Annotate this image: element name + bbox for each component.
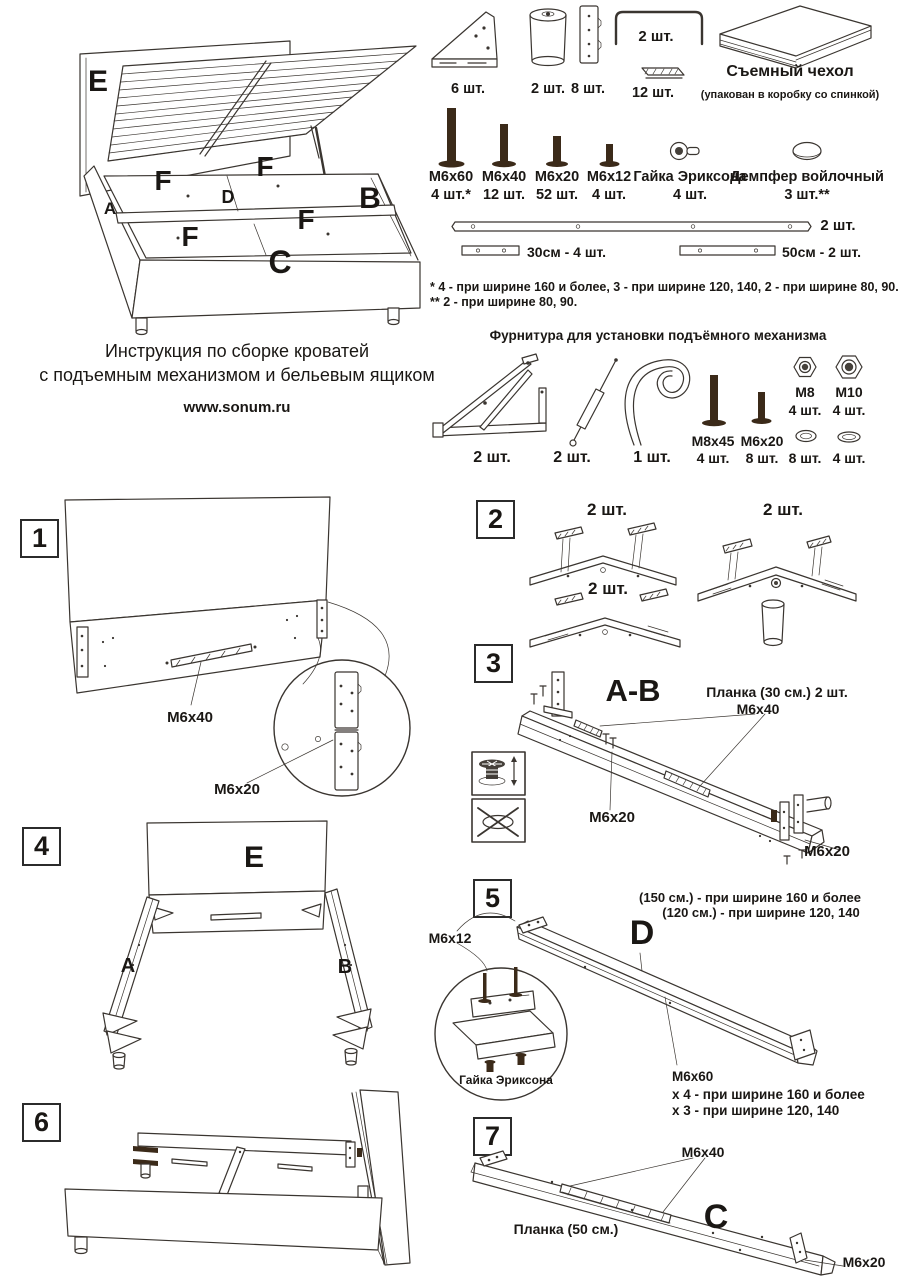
long-plank-icon: [452, 222, 811, 231]
screw-label: M6x60: [428, 169, 474, 185]
corner-bracket-icon: [432, 12, 497, 59]
nut-m10-label: M10: [835, 384, 863, 400]
plank-30-icon: [462, 246, 519, 255]
step7-c-label: C: [703, 1198, 729, 1236]
bed-part-b: B: [359, 182, 381, 215]
step-6-drawing: [15, 1090, 445, 1280]
screw-qty: 4 шт.: [591, 187, 627, 203]
step5-width-note-120: (120 см.) - при ширине 120, 140: [662, 905, 860, 920]
screw-m6x20-icon: [553, 136, 561, 163]
erikson-nut-icon: [671, 143, 700, 160]
bed-part-f4: F: [297, 204, 315, 235]
washer-icon: [838, 432, 860, 442]
step5-m6x60-note2: х 3 - при ширине 120, 140: [672, 1103, 840, 1118]
step5-d-label: D: [629, 914, 655, 952]
step7-m6x20-label: M6x20: [842, 1254, 886, 1270]
step5-m6x12-label: M6x12: [428, 930, 472, 946]
step-number-text: 2: [487, 504, 504, 534]
washer-qty: 4 шт.: [832, 450, 866, 466]
lift-frame-icon: [433, 354, 546, 437]
lift-frame-qty: 2 шт.: [473, 449, 511, 466]
screw-qty: 52 шт.: [535, 187, 579, 203]
plank30-label: 30см - 4 шт.: [527, 244, 607, 260]
step1-m6x40-label: M6x40: [167, 709, 213, 726]
screw-m6x60-icon: [447, 108, 456, 163]
erikson-nut-label: Гайка Эриксона: [633, 169, 747, 185]
nut-m10-icon: [836, 356, 862, 378]
leg-qty-label: 2 шт.: [530, 81, 566, 97]
step4-a-label: A: [120, 955, 136, 977]
step-number-text: 3: [485, 648, 502, 678]
handle-qty-label: 2 шт.: [638, 28, 674, 45]
step3-heading: А-В: [605, 673, 661, 708]
step4-e-label: E: [243, 841, 265, 874]
step-number-text: 1: [31, 523, 48, 553]
page-title-line2: с подъемным механизмом и бельевым ящиком: [39, 365, 435, 385]
cover-note-label: (упакован в коробку со спинкой): [700, 89, 880, 101]
step5-width-note-150: (150 см.) - при ширине 160 и более: [639, 890, 861, 905]
screw-label: M6x12: [586, 169, 632, 185]
screw-label: M6x20: [534, 169, 580, 185]
gas-strut-icon: [570, 358, 618, 446]
screw-qty: 12 шт.: [482, 187, 526, 203]
bolt-m8x45-qty: 4 шт.: [696, 450, 730, 466]
glide-icon: [642, 68, 684, 78]
screw-m6x40-icon: [500, 124, 508, 163]
bolt-m8x45-label: M8x45: [691, 433, 735, 449]
step7-m6x40-label: M6x40: [681, 1144, 725, 1160]
page-title-line1: Инструкция по сборке кроватей: [104, 341, 370, 361]
bed-part-f2: F: [256, 151, 274, 182]
cover-icon: [720, 6, 871, 68]
bed-part-e: E: [87, 65, 109, 98]
step3-m6x20-label: M6x20: [589, 809, 635, 826]
strap-qty: 1 шт.: [633, 449, 671, 466]
glide-qty-label: 12 шт.: [631, 85, 675, 101]
bed-overview-drawing: [28, 6, 438, 336]
nut-m8-qty: 4 шт.: [788, 402, 822, 418]
mechanism-title: Фурнитура для установки подъёмного механизма: [489, 328, 827, 343]
felt-damper-icon: [793, 143, 821, 160]
step5-m6x60-label: M6x60: [672, 1069, 714, 1084]
cover-title-label: Съемный чехол: [726, 63, 854, 80]
strap-icon: [625, 360, 690, 445]
step2-qty-label: 2 шт.: [763, 500, 803, 519]
step-number-text: 4: [33, 831, 50, 861]
step2-qty-label: 2 шт.: [587, 500, 627, 519]
gas-strut-qty: 2 шт.: [553, 449, 591, 466]
bed-part-f3: F: [181, 221, 199, 252]
step4-b-label: B: [337, 956, 353, 978]
plate-icon: [580, 6, 601, 63]
nut-m8-label: M8: [795, 384, 815, 400]
screw-m6x20-label: M6x20: [740, 433, 784, 449]
step-1-drawing: [15, 490, 445, 820]
damper-label: Демпфер войлочный: [730, 169, 884, 185]
step3-m6x40-label: M6x40: [736, 701, 780, 717]
footnote-2: ** 2 - при ширине 80, 90.: [430, 295, 578, 309]
bed-part-f1: F: [154, 165, 172, 196]
step3-m6x20-label: M6x20: [804, 843, 850, 860]
bolt-m8x45-icon: [710, 375, 718, 422]
footnote-1: * 4 - при ширине 160 и более, 3 - при ширине 120, 140, 2 - при ширине 80, 90.: [430, 280, 899, 294]
long-plank-qty: 2 шт.: [820, 217, 856, 234]
step3-plank-label: Планка (30 см.) 2 шт.: [706, 684, 848, 700]
screw-m6x20-icon: [758, 392, 765, 420]
bed-part-c: C: [268, 244, 292, 280]
step-number-text: 7: [484, 1121, 501, 1151]
step5-erikson-label: Гайка Эриксона: [459, 1073, 553, 1087]
bed-part-d: D: [221, 187, 235, 207]
step-2-drawing: [460, 490, 900, 655]
screw-label: M6x40: [481, 169, 527, 185]
washer-icon: [796, 431, 816, 442]
step2-qty-label: 2 шт.: [588, 579, 628, 598]
plank50-label: 50см - 2 шт.: [782, 244, 862, 260]
nut-m8-icon: [794, 358, 816, 377]
erikson-nut-qty: 4 шт.: [672, 187, 708, 203]
step1-m6x20-label: M6x20: [214, 781, 260, 798]
screw-qty: 4 шт.*: [431, 187, 471, 203]
washer-qty: 8 шт.: [788, 450, 822, 466]
plate-qty-label: 8 шт.: [570, 81, 606, 97]
step-7-drawing: [435, 1110, 900, 1280]
bed-part-a: A: [103, 199, 117, 218]
step5-m6x60-note1: х 4 - при ширине 160 и более: [672, 1087, 865, 1102]
screw-m6x20-qty: 8 шт.: [745, 450, 779, 466]
step-number-text: 6: [33, 1107, 50, 1137]
plank-50-icon: [680, 246, 775, 255]
step7-plank-label: Планка (50 см.): [513, 1221, 619, 1237]
website-url: www.sonum.ru: [183, 399, 291, 416]
step-4-drawing: [15, 815, 445, 1085]
leg-icon: [530, 9, 566, 66]
step-number-text: 5: [484, 883, 501, 913]
damper-qty: 3 шт.**: [784, 187, 830, 203]
nut-m10-qty: 4 шт.: [832, 402, 866, 418]
bracket-qty-label: 6 шт.: [450, 81, 486, 97]
screw-m6x12-icon: [606, 144, 613, 163]
